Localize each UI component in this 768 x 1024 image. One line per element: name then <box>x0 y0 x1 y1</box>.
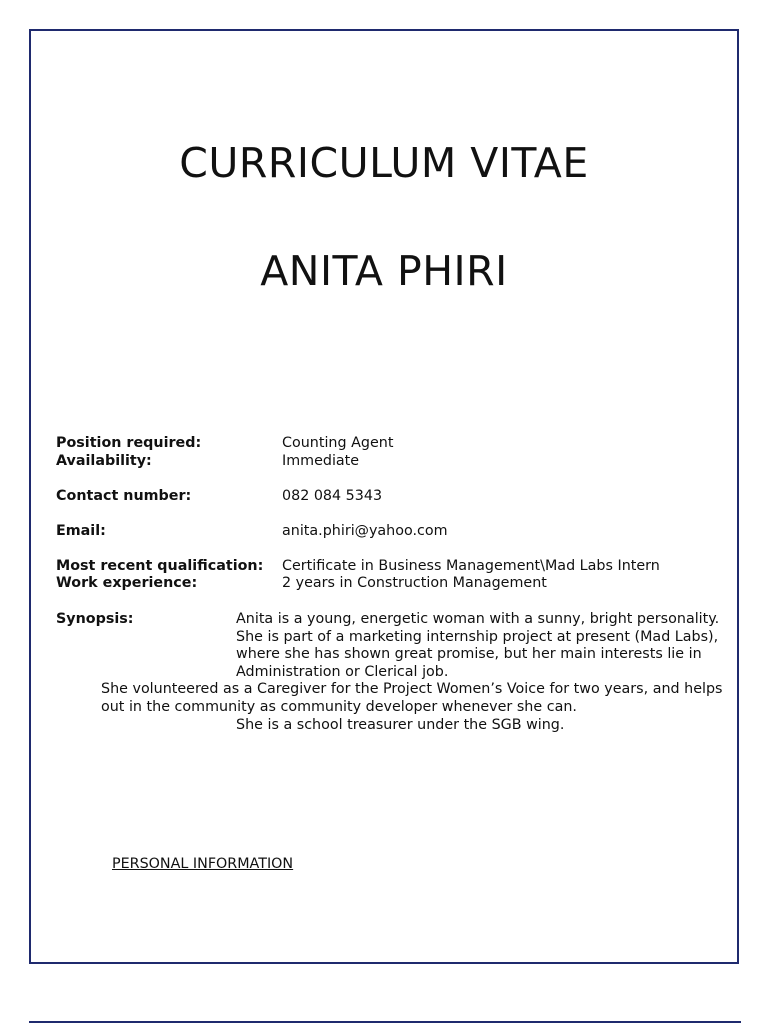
next-page-border <box>29 1021 741 1023</box>
email-value[interactable]: anita.phiri@yahoo.com <box>282 523 448 539</box>
synopsis-text <box>101 611 726 734</box>
synopsis-paragraph: She is a school treasurer under the SGB wing. <box>236 716 565 733</box>
availability-value: Immediate <box>282 453 360 469</box>
synopsis-paragraph-text: She volunteered as a Caregiver for the Project Women’s Voice for two years, and helps out in the community as community developer whenever she can. <box>101 681 723 715</box>
personal-information-heading: PERSONAL INFORMATION <box>112 856 294 872</box>
synopsis-paragraph: Anita is a young, energetic woman with a sunny, bright personality. She is part of a marketing internship project at present (Mad Labs), where she has shown great promise, but her main interests lie in Administration or Clerical job. <box>236 611 720 680</box>
qualification-value: Certificate in Business Management\Mad Labs Intern <box>282 558 660 574</box>
contact-label: Contact number: <box>56 488 192 504</box>
email-label: Email: <box>56 523 106 539</box>
qualification-label: Most recent qualification: <box>56 558 264 574</box>
synopsis-label: Synopsis: <box>56 611 134 627</box>
experience-value: 2 years in Construction Management <box>282 575 547 591</box>
candidate-name: ANITA PHIRI <box>260 247 508 295</box>
position-value: Counting Agent <box>282 435 394 451</box>
availability-label: Availability: <box>56 453 152 469</box>
position-label: Position required: <box>56 435 202 451</box>
experience-label: Work experience: <box>56 575 198 591</box>
synopsis-paragraph <box>101 681 726 716</box>
contact-value: 082 084 5343 <box>282 488 383 504</box>
document-title: CURRICULUM VITAE <box>179 139 589 187</box>
